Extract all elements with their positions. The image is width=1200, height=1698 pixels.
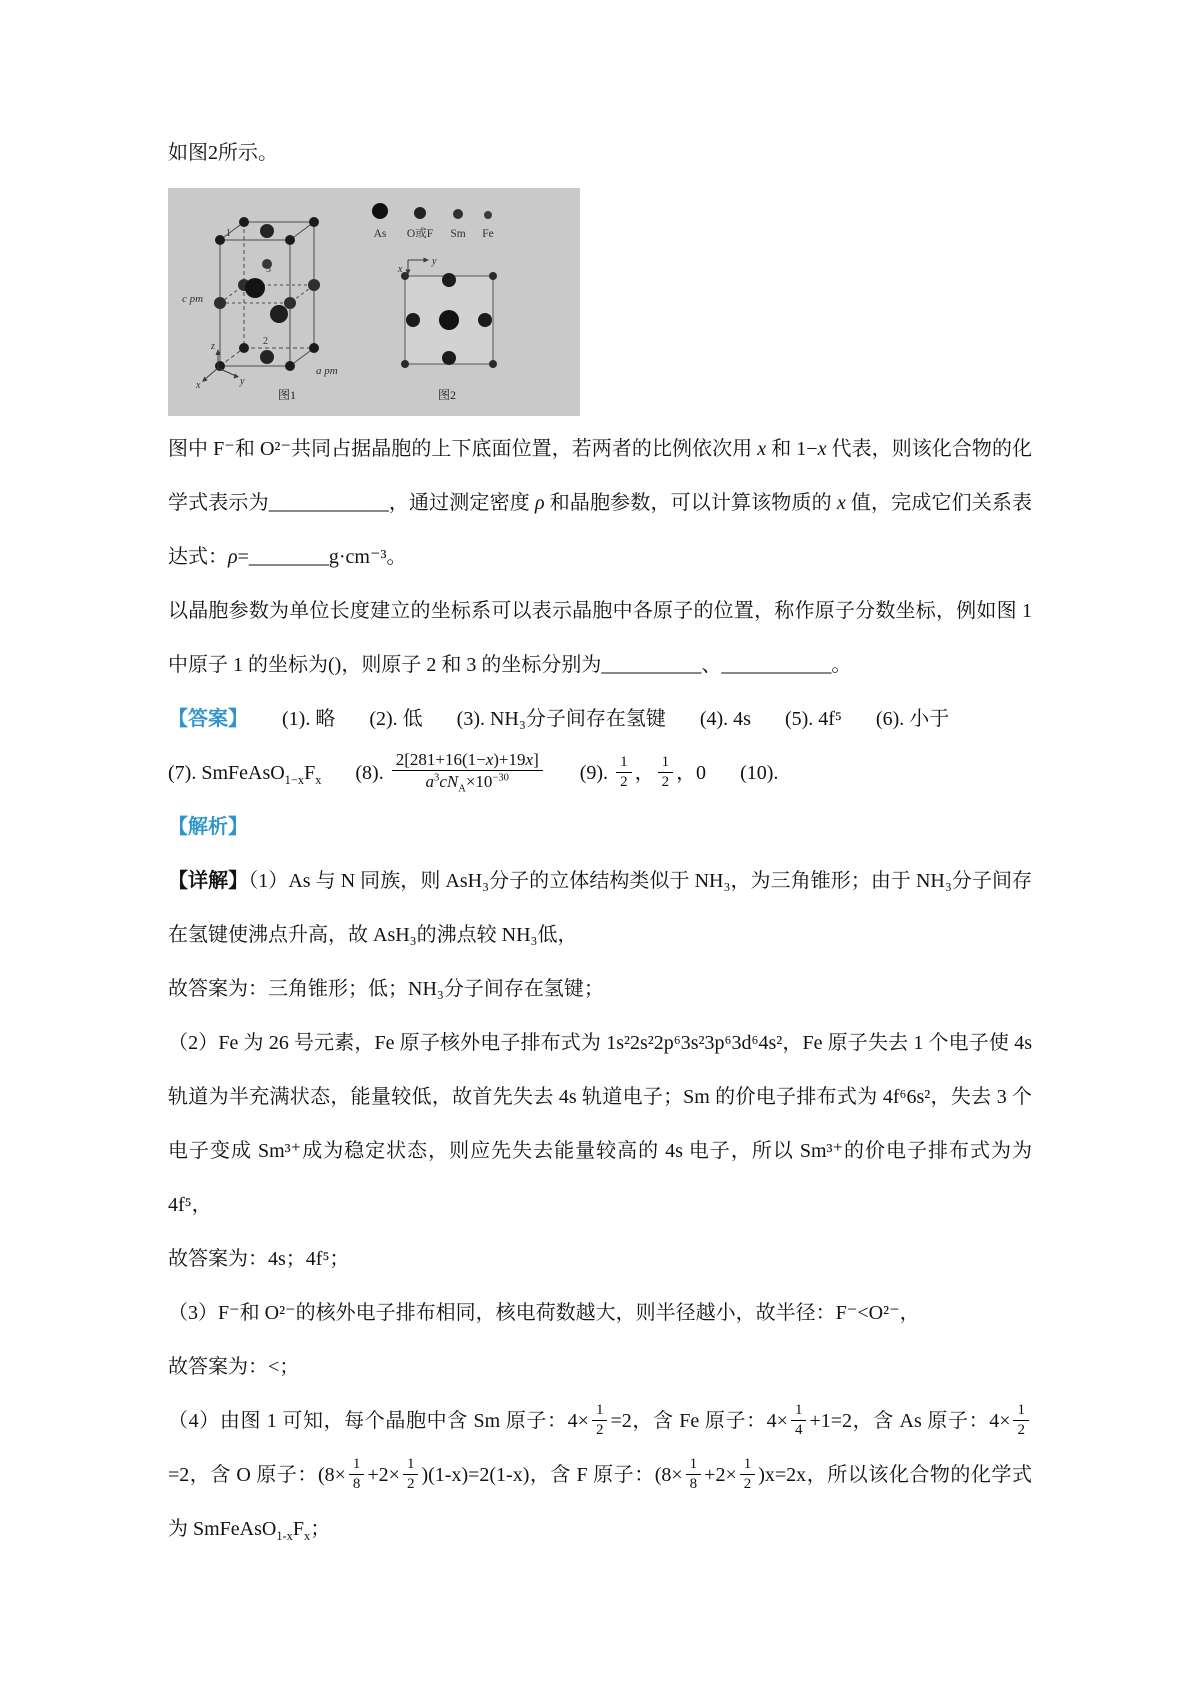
answer-item-1: (1). 略 <box>282 708 336 730</box>
var-rho: ρ <box>228 546 238 568</box>
paragraph-fractional-coordinates <box>168 584 1032 692</box>
fraction-one-half: $\frac{1}{2}$ <box>1013 1401 1029 1440</box>
answer-section <box>168 692 1032 800</box>
var-rho: ρ <box>535 492 545 514</box>
text-segment: 故答案为：4s；4f⁵； <box>168 1248 350 1270</box>
x-axis-label: x <box>196 380 201 391</box>
text-segment: ，通过测定密度 <box>388 492 535 514</box>
subscript-x: x <box>304 1529 311 1543</box>
text-segment: 故答案为：<； <box>168 1356 300 1378</box>
text-segment: 和 1− <box>766 438 818 460</box>
answer-item-4: (4). 4s <box>699 708 751 730</box>
var-x: x <box>757 438 767 460</box>
text-segment: 故答案为：三角锥形；低；NH₃分子间存在氢键； <box>168 978 604 1000</box>
answer-item-10: (10). <box>740 762 779 784</box>
fig2-x-axis-label: x <box>398 264 403 275</box>
text-segment: 代表，则该化合物的化学式表示为 <box>168 438 1032 514</box>
c-axis-label: c pm <box>182 293 204 305</box>
density-formula-fraction: $\frac{2[281+16(1-x)+19x]}{a^3cN_A\times 10^{-30}}$ <box>392 749 543 796</box>
text-segment: =2，含 O 原子：(8× <box>168 1464 346 1486</box>
fraction-one-half: $\frac{1}{2}$ <box>592 1401 608 1440</box>
formula-blank: ____________ <box>268 492 389 514</box>
answer-label: 【答案】 <box>168 708 248 730</box>
detail-label: 【详解】 <box>168 870 249 892</box>
atom-2-label: 2 <box>263 336 268 347</box>
coordinate-blank-1: __________ <box>601 654 702 676</box>
figure-background <box>168 188 580 416</box>
density-blank: ________ <box>248 546 329 568</box>
text-segment: 值，完成它们关系表达式： <box>168 492 1033 568</box>
text-segment: ； <box>310 1518 331 1540</box>
crystal-structure-figure <box>168 188 580 416</box>
answer-item-2: (2). 低 <box>369 708 423 730</box>
text-segment: )x=2x，所以该化合物的化学式为 SmFeAsO <box>168 1464 1032 1540</box>
answer-item-8: (8). $\frac{2[281+16(1-x)+19x]}{a^3cN_A\times 10^{-30}}$ <box>355 746 545 800</box>
text-segment: g·cm⁻³。 <box>328 546 407 568</box>
atom-1-label: 1 <box>226 228 231 239</box>
text-segment: 、 <box>701 654 722 676</box>
paragraph-cell-composition <box>168 422 1032 584</box>
legend-sm: Sm <box>450 228 466 240</box>
text-segment: +2× <box>704 1464 737 1486</box>
fig2-y-axis-label: y <box>432 256 437 267</box>
var-x: x <box>836 492 846 514</box>
answer-item-6: (6). 小于 <box>875 708 950 730</box>
text-segment: )(1-x)=2(1-x)，含 F 原子：(8× <box>421 1464 683 1486</box>
detail-paragraph-4 <box>168 1394 1032 1556</box>
text-segment: +1=2，含 As 原子：4× <box>809 1410 1011 1432</box>
answer-item-3: (3). NH₃分子间存在氢键 <box>456 708 666 730</box>
answer-item-7: (7). $SmFeAsO_{1-x}F_x$ <box>168 762 322 787</box>
text-segment: 和晶胞参数，可以计算该物质的 <box>544 492 837 514</box>
text-segment: （2）Fe 为 26 号元素，Fe 原子核外电子排布式为 1s²2s²2p⁶3s²3p⁶3d⁶4s²，Fe 原子失去 1 个电子使 4s 轨道为半充满状态，能量较低，故首先失去 4s 轨道电子；Sm 的价电子排布式为 4f⁶6s²，失去 3 个电子变成 Sm³⁺成为稳定状态，则应先失去能量较高的 4s 电子，所以 Sm³⁺的价电子排布式为为 4f⁵， <box>168 1032 1032 1216</box>
fig2-caption: 图2 <box>438 388 457 402</box>
z-axis-label: z <box>211 341 215 352</box>
subscript-1-x: 1-x <box>276 1529 293 1543</box>
answer-item-5: (5). 4f⁵ <box>784 708 842 730</box>
legend-fe: Fe <box>482 228 494 240</box>
text-segment: 图中 F⁻和 O²⁻共同占据晶胞的上下底面位置，若两者的比例依次用 <box>168 438 758 460</box>
fraction-one-eighth: $\frac{1}{8}$ <box>686 1455 702 1494</box>
crystal-figure-image <box>168 188 580 416</box>
y-axis-label: y <box>240 376 245 387</box>
fraction-one-half: $\frac{1}{2}$ <box>403 1455 419 1494</box>
var-x: x <box>817 438 827 460</box>
detail-answer-3 <box>168 1340 1032 1394</box>
intro-line: 如图2所示。 <box>168 142 278 164</box>
legend-as: As <box>373 228 387 240</box>
atom-3-label: 3 <box>266 264 271 275</box>
text-segment: +2× <box>367 1464 400 1486</box>
text-segment: （1）As 与 N 同族，则 AsH₃分子的立体结构类似于 NH₃，为三角锥形；由于 NH₃分子间存在氢键使沸点升高，故 AsH₃的沸点较 NH₃低， <box>168 870 1033 946</box>
detail-paragraph-2 <box>168 1016 1032 1232</box>
fraction-one-quarter: $\frac{1}{4}$ <box>791 1401 807 1440</box>
text-segment: 。 <box>831 654 852 676</box>
text-segment: （4）由图 1 可知，每个晶胞中含 Sm 原子：4× <box>168 1410 589 1432</box>
coordinate-blank-2: ___________ <box>721 654 832 676</box>
fraction-one-eighth: $\frac{1}{8}$ <box>349 1455 365 1494</box>
detail-paragraph-1 <box>168 854 1032 962</box>
fraction-one-half: $\frac{1}{2}$ <box>740 1455 756 1494</box>
analysis-label: 【解析】 <box>168 816 248 838</box>
detail-answer-1 <box>168 962 1032 1016</box>
text-segment: （3）F⁻和 O²⁻的核外电子排布相同，核电荷数越大，则半径越小，故半径：F⁻<O²⁻， <box>168 1302 920 1324</box>
text-segment: =2，含 Fe 原子：4× <box>610 1410 788 1432</box>
top-view-diagram <box>401 272 497 368</box>
text-segment: 以晶胞参数为单位长度建立的坐标系可以表示晶胞中各原子的位置，称作原子分数坐标，例如图 1 中原子 1 的坐标为()，则原子 2 和 3 的坐标分别为 <box>168 600 1032 676</box>
legend-o-or-f: O或F <box>406 228 434 240</box>
fig1-caption: 图1 <box>278 388 297 402</box>
text-segment: F <box>292 1518 305 1540</box>
answer-item-9: (9). $\frac{1}{2}$ ， $\frac{1}{2}$ ，0 <box>579 754 707 790</box>
detail-answer-2 <box>168 1232 1032 1286</box>
analysis-label-line <box>168 800 1032 854</box>
text-segment: = <box>237 546 249 568</box>
a-axis-label: a pm <box>316 365 338 377</box>
detail-paragraph-3 <box>168 1286 1032 1340</box>
